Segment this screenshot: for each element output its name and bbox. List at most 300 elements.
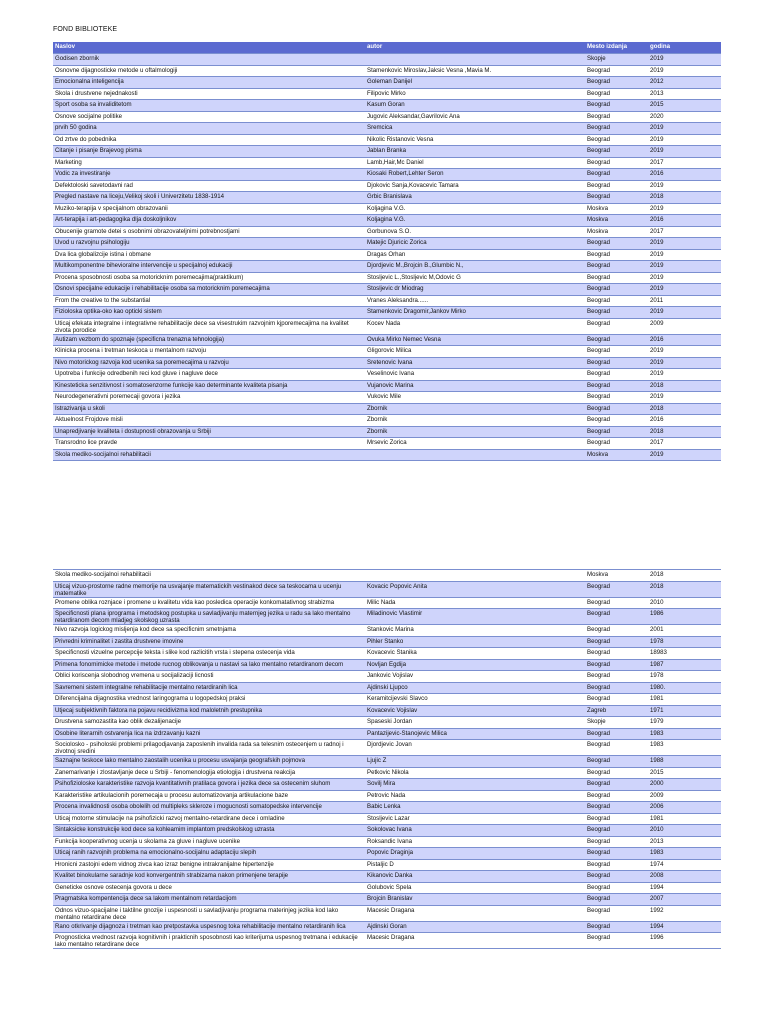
cell-year: 2019	[648, 180, 721, 192]
cell-title: Savremeni sistem integralne rehabilitacije mentalno retardiranih lica	[53, 682, 365, 694]
table-row	[53, 659, 721, 671]
table-row	[53, 802, 721, 814]
cell-place: Beograd	[585, 392, 648, 404]
table-row	[53, 882, 721, 894]
cell-year: 2019	[648, 238, 721, 250]
cell-author: Ljujic Z	[365, 756, 585, 768]
table-row	[53, 318, 721, 334]
table-row	[53, 671, 721, 683]
cell-place: Beograd	[585, 146, 648, 158]
cell-year: 2017	[648, 226, 721, 238]
cell-title: Transrodno lice pravde	[53, 438, 365, 450]
table-row	[53, 756, 721, 768]
table-row	[53, 65, 721, 77]
cell-place: Beograd	[585, 380, 648, 392]
cell-title: Funkcija kooperativnog ucenja u skolama za gluve i nagluve ucenike	[53, 836, 365, 848]
cell-year: 2018	[648, 380, 721, 392]
cell-year: 2010	[648, 597, 721, 609]
cell-place: Beograd	[585, 767, 648, 779]
cell-year: 2019	[648, 65, 721, 77]
cell-author: Petrovic Nada	[365, 790, 585, 802]
cell-title: Skola i drustvene nejednakosti	[53, 88, 365, 100]
table-row	[53, 226, 721, 238]
table-row	[53, 813, 721, 825]
cell-author: Lamb,Hair,Mc Daniel	[365, 157, 585, 169]
cell-author: Stamenkovic Miroslav,Jaksic Vesna ,Mavia M.	[365, 65, 585, 77]
cell-author: Zbornik	[365, 403, 585, 415]
cell-title: Skola mediko-socijalnoi rehabilitacii	[53, 449, 365, 461]
table-row	[53, 295, 721, 307]
cell-year: 2018	[648, 192, 721, 204]
table-row	[53, 859, 721, 871]
cell-author: Kikanovic Danka	[365, 871, 585, 883]
cell-place: Beograd	[585, 169, 648, 181]
cell-place: Beograd	[585, 403, 648, 415]
cell-author: Sokolovac Ivana	[365, 825, 585, 837]
table-row	[53, 380, 721, 392]
cell-title: Obucenije gramote detei s osobnimi obrazovateljnimi potrebnostjami	[53, 226, 365, 238]
table-row	[53, 403, 721, 415]
cell-author: Dragas Orhan	[365, 249, 585, 261]
cell-year: 1979	[648, 717, 721, 729]
cell-year: 2016	[648, 169, 721, 181]
cell-place: Beograd	[585, 261, 648, 273]
cell-year: 2015	[648, 100, 721, 112]
table-row	[53, 180, 721, 192]
cell-title: Dva lica globalizcije istina i obmane	[53, 249, 365, 261]
cell-place: Beograd	[585, 123, 648, 135]
cell-author: Vujanovic Marina	[365, 380, 585, 392]
table-row	[53, 169, 721, 181]
cell-year: 2019	[648, 261, 721, 273]
cell-year: 2013	[648, 88, 721, 100]
cell-year: 1983	[648, 728, 721, 740]
cell-title: Prognosticka vrednost razvoja kognitivnih i prakticnih sposobnosti kao kriterijuma uspesnog tretmana i edukacije lako mentalno retardirane dece	[53, 933, 365, 949]
cell-year: 2019	[648, 369, 721, 381]
cell-author: Stankovic Marina	[365, 625, 585, 637]
cell-place: Zagreb	[585, 705, 648, 717]
cell-title: Sport osoba sa invaliditetom	[53, 100, 365, 112]
cell-year: 2006	[648, 802, 721, 814]
cell-author: Nikolic Ristanovic Vesna	[365, 134, 585, 146]
cell-year: 2016	[648, 215, 721, 227]
cell-title: Osnovi specijalne edukacije i rehabilitacije osoba sa motoricknim poremecajima	[53, 284, 365, 296]
cell-title: Zanemarivanje i zlostavljanje dece u Srbiji - fenomenologija etiologija i drustvena reakcija	[53, 767, 365, 779]
cell-year: 1983	[648, 848, 721, 860]
cell-place: Beograd	[585, 871, 648, 883]
cell-title: Drustvena samozastita kao oblik dezalijenacije	[53, 717, 365, 729]
cell-author: Kovacevic Stanika	[365, 648, 585, 660]
table-row	[53, 238, 721, 250]
library-table-2	[53, 569, 721, 949]
cell-place: Beograd	[585, 802, 648, 814]
cell-author: Grbic Branislava	[365, 192, 585, 204]
table-row	[53, 100, 721, 112]
cell-place: Beograd	[585, 921, 648, 933]
cell-author: Pihler Stanko	[365, 636, 585, 648]
cell-place: Beograd	[585, 415, 648, 427]
cell-title: Sintaksicke konstrukcije kod dece sa kohleamim implantom predskolskog uzrasta	[53, 825, 365, 837]
cell-year: 2018	[648, 403, 721, 415]
cell-year: 1988	[648, 756, 721, 768]
cell-title: Godisen zbornik	[53, 54, 365, 66]
cell-place: Beograd	[585, 65, 648, 77]
table-row	[53, 871, 721, 883]
cell-title: Diferencijalna dijagnostika vrednost laringograma u logopedskoj praksi	[53, 694, 365, 706]
cell-year: 2019	[648, 134, 721, 146]
cell-author: Popovic Draginja	[365, 848, 585, 860]
table-row	[53, 392, 721, 404]
cell-year: 2019	[648, 272, 721, 284]
cell-author: Stamenkovic Dragomir,Jankov Mirko	[365, 307, 585, 319]
table-row	[53, 609, 721, 625]
cell-place: Beograd	[585, 933, 648, 949]
cell-title: Skola mediko-socijalnoi rehabilitacii	[53, 570, 365, 582]
cell-year: 2016	[648, 334, 721, 346]
cell-place: Beograd	[585, 740, 648, 756]
cell-year: 2019	[648, 449, 721, 461]
cell-place: Beograd	[585, 659, 648, 671]
cell-author: Djordjevic M.,Brojcin B.,Glumbic N.,	[365, 261, 585, 273]
cell-place: Beograd	[585, 357, 648, 369]
header-author[interactable]: autor	[365, 42, 585, 54]
cell-title: Primena fonomimicke metode i metode rucnog oblikovanja u nastavi sa lako mentalno retardiranom decom	[53, 659, 365, 671]
cell-year: 2019	[648, 357, 721, 369]
table-row	[53, 77, 721, 89]
table-row	[53, 438, 721, 450]
table-row	[53, 717, 721, 729]
cell-place: Beograd	[585, 597, 648, 609]
cell-year: 1978	[648, 636, 721, 648]
cell-author: Sremcica	[365, 123, 585, 135]
cell-author: Kovacevic Vojislav	[365, 705, 585, 717]
table-row	[53, 357, 721, 369]
cell-title: Fizioloska optika-oko kao opticki sistem	[53, 307, 365, 319]
cell-title: Odnos vizuo-spacijalne i taktilne gnozije i uspesnosti u savladjivanju programa materinjeg jezika kod lako mentalno retardirane dece	[53, 905, 365, 921]
cell-place: Moskva	[585, 570, 648, 582]
cell-title: Privredni kriminalitet i zastita drustvene imovine	[53, 636, 365, 648]
cell-title: Uticaj vizuo-prostorne radne memorije na usvajanje matematickih vestinakod dece sa teskocama u ucenju matematike	[53, 581, 365, 597]
library-table-1	[53, 42, 721, 461]
cell-author: Goleman Danijel	[365, 77, 585, 89]
cell-place: Beograd	[585, 609, 648, 625]
table-row	[53, 740, 721, 756]
cell-year: 2020	[648, 111, 721, 123]
table-row	[53, 54, 721, 66]
cell-title: Marketing	[53, 157, 365, 169]
cell-year: 2000	[648, 779, 721, 791]
cell-title: Upotreba i funkcije odredbenih reci kod gluve i nagluve dece	[53, 369, 365, 381]
cell-place: Beograd	[585, 272, 648, 284]
cell-title: Kinesteticka senzitivnost i somatosenzorne funkcije kao determinante kvaliteta pisanja	[53, 380, 365, 392]
cell-title: Nivo motorickog razvoja kod ucenika sa poremecajima u razvoju	[53, 357, 365, 369]
table-row	[53, 705, 721, 717]
cell-place: Beograd	[585, 636, 648, 648]
cell-author	[365, 54, 585, 66]
cell-place: Beograd	[585, 848, 648, 860]
cell-title: prvih 50 godina	[53, 123, 365, 135]
table-row	[53, 779, 721, 791]
cell-place: Beograd	[585, 825, 648, 837]
cell-author: Veselinovic Ivana	[365, 369, 585, 381]
cell-title: Art-terapija i art-pedagogika dlja doskoljnikov	[53, 215, 365, 227]
cell-author: Miladinovic Vlastimir	[365, 609, 585, 625]
page-title: FOND BIBLIOTEKE	[53, 26, 118, 33]
table-row	[53, 157, 721, 169]
table-row	[53, 272, 721, 284]
cell-year: 2019	[648, 346, 721, 358]
cell-title: Oblici koriscenja slobodnog vremena u socijalizaciji licnosti	[53, 671, 365, 683]
cell-title: Specificnosti plana iprograma i metodskog postupka u savladjivanju maternjeg jezika u radu sa lako mentalno retardiranom decom mladjeg skolskog uzrasta	[53, 609, 365, 625]
cell-place: Beograd	[585, 88, 648, 100]
cell-year: 1994	[648, 921, 721, 933]
cell-author: Stosljevic L.,Stosljevic M,Odovic G	[365, 272, 585, 284]
table-row	[53, 825, 721, 837]
cell-place: Beograd	[585, 882, 648, 894]
cell-year: 2017	[648, 157, 721, 169]
cell-year: 2010	[648, 825, 721, 837]
table-row	[53, 848, 721, 860]
cell-author: Ajdinski Goran	[365, 921, 585, 933]
cell-author: Stosljevic dr Miodrag	[365, 284, 585, 296]
cell-year: 1994	[648, 882, 721, 894]
table-row	[53, 415, 721, 427]
cell-year: 1986	[648, 609, 721, 625]
table-row	[53, 597, 721, 609]
cell-place: Beograd	[585, 111, 648, 123]
cell-title: Klinicka procena i tretman teskoca u mentalnom razvoju	[53, 346, 365, 358]
cell-title: Hronicni zastojni edem vidnog zivca kao izraz benigne intrakranijalne hipertenzije	[53, 859, 365, 871]
cell-author: Stosljevic Lazar	[365, 813, 585, 825]
cell-year: 2008	[648, 871, 721, 883]
table-row	[53, 933, 721, 949]
cell-place: Beograd	[585, 728, 648, 740]
table-row	[53, 836, 721, 848]
table-row	[53, 570, 721, 582]
cell-title: Kvalitet binokularne saradnje kod konvergentnih strabizama nakon primenjene terapije	[53, 871, 365, 883]
cell-place: Beograd	[585, 625, 648, 637]
cell-author: Koljagina V.G.	[365, 215, 585, 227]
cell-title: Pragmatska kompentencija dece sa lakom mentalnom retardacijom	[53, 894, 365, 906]
table-row	[53, 449, 721, 461]
header-place[interactable]: Mesto izdanja	[585, 42, 648, 54]
cell-title: Uticaj motorne stimulacije na psihofizicki razvoj mentalno-retardirane dece i omladine	[53, 813, 365, 825]
cell-year: 1987	[648, 659, 721, 671]
cell-author: Kasum Goran	[365, 100, 585, 112]
cell-title: Unapredjivanje kvaliteta i dostupnosti obrazovanja u Srbiji	[53, 426, 365, 438]
cell-title: Procena sposobnosti osoba sa motoricknim poremecajima(praktikum)	[53, 272, 365, 284]
cell-place: Beograd	[585, 295, 648, 307]
cell-author: Macesic Dragana	[365, 905, 585, 921]
table-row	[53, 307, 721, 319]
cell-author: Vranes Aleksandra......	[365, 295, 585, 307]
cell-title: Procena invalidnosti osoba obolelih od multipleks skleroze i mogucnosti somatopedske intervencije	[53, 802, 365, 814]
cell-year: 2019	[648, 146, 721, 158]
cell-author: Pantazijevic-Stanojevic Milica	[365, 728, 585, 740]
cell-year: 2018	[648, 581, 721, 597]
cell-place: Moskva	[585, 226, 648, 238]
cell-title: Uticaj efekata integralne i integrativne rehabilitacije dece sa visestrukim razvojnim kjporemecajima na kvalitet zivota porodice	[53, 318, 365, 334]
table-row	[53, 694, 721, 706]
table-row	[53, 346, 721, 358]
cell-title: Uticaj ranih razvojnih problema na emocionalno-socijalnu adaptaciju slepih	[53, 848, 365, 860]
cell-title: Geneticke osnove ostecenja govora u dece	[53, 882, 365, 894]
cell-title: Multikomponentne bihevioralne intervencije u specijalnoj edukaciji	[53, 261, 365, 273]
cell-author: Zbornik	[365, 426, 585, 438]
cell-place: Skopje	[585, 54, 648, 66]
cell-title: Psihofizioloske karakteristike razvoja kvantitativnih pratilaca govora i jezika dece sa ostecenim sluhom	[53, 779, 365, 791]
cell-year: 2001	[648, 625, 721, 637]
table-row	[53, 426, 721, 438]
cell-year: 2019	[648, 284, 721, 296]
cell-author: Djokovic Sanja,Kovacevic Tamara	[365, 180, 585, 192]
cell-author: Sretenovic Ivana	[365, 357, 585, 369]
cell-year: 18983	[648, 648, 721, 660]
cell-place: Beograd	[585, 100, 648, 112]
cell-title: Osobine literarnih ostvarenja lica na izdrzavanju kazni	[53, 728, 365, 740]
table-row	[53, 123, 721, 135]
cell-place: Beograd	[585, 134, 648, 146]
table-row	[53, 334, 721, 346]
table-row	[53, 682, 721, 694]
cell-place: Beograd	[585, 307, 648, 319]
cell-author: Roksandic Ivana	[365, 836, 585, 848]
cell-author: Babic Lenka	[365, 802, 585, 814]
table-row	[53, 369, 721, 381]
cell-place: Beograd	[585, 369, 648, 381]
cell-place: Beograd	[585, 894, 648, 906]
cell-place: Beograd	[585, 438, 648, 450]
cell-author: Petkovic Nikola	[365, 767, 585, 779]
cell-place: Beograd	[585, 682, 648, 694]
table-row	[53, 249, 721, 261]
cell-title: Aktuelnost Frojdove misli	[53, 415, 365, 427]
cell-title: Citanje i pisanje Brajevog pisma	[53, 146, 365, 158]
cell-author: Vukovic Mile	[365, 392, 585, 404]
cell-author: Matejic Djuricic Zorica	[365, 238, 585, 250]
cell-author: Sovilj Mira	[365, 779, 585, 791]
cell-title: Defektoloski savetodavni rad	[53, 180, 365, 192]
cell-place: Beograd	[585, 180, 648, 192]
cell-title: Od zrtve do pobednika	[53, 134, 365, 146]
cell-title: Utjecaj subjektivnih faktora na pojavu recidivizma kod maloletnih prestupnika	[53, 705, 365, 717]
cell-author: Gorbunova S.O.	[365, 226, 585, 238]
cell-place: Beograd	[585, 813, 648, 825]
header-year[interactable]: godina	[648, 42, 721, 54]
cell-year: 1996	[648, 933, 721, 949]
cell-title: Osnove socijalne politike	[53, 111, 365, 123]
table-row	[53, 921, 721, 933]
cell-title: Istrazivanja u skoli	[53, 403, 365, 415]
cell-author: Macesic Dragana	[365, 933, 585, 949]
cell-title: Rano otkrivanje dijagnoza i tretman kao pretpostavka uspesnog toka rehabilitacije mentalno retardiranih lica	[53, 921, 365, 933]
cell-place: Beograd	[585, 581, 648, 597]
cell-place: Beograd	[585, 779, 648, 791]
cell-place: Moskva	[585, 215, 648, 227]
cell-place: Beograd	[585, 756, 648, 768]
cell-author: Jankovic Vojislav	[365, 671, 585, 683]
cell-title: Karakteristike artikulacionih poremecaja u procesu automatizovanja artikulacione baze	[53, 790, 365, 802]
table-row	[53, 728, 721, 740]
cell-title: Sociolosko - psiholoski problemi prilagodjavanja zaposlenih invalida rada sa telesnim ostecenjem u radnoj i zivotnoj sredini	[53, 740, 365, 756]
cell-place: Beograd	[585, 905, 648, 921]
cell-year: 1971	[648, 705, 721, 717]
table-row	[53, 215, 721, 227]
cell-author	[365, 449, 585, 461]
table-row	[53, 905, 721, 921]
table-row	[53, 261, 721, 273]
cell-year: 2018	[648, 426, 721, 438]
cell-year: 1992	[648, 905, 721, 921]
table-row	[53, 894, 721, 906]
cell-author: Djordjevic Jovan	[365, 740, 585, 756]
cell-year: 2019	[648, 249, 721, 261]
cell-author: Ovuka Mirko Nemec Vesna	[365, 334, 585, 346]
table-row	[53, 581, 721, 597]
table-row	[53, 111, 721, 123]
cell-title: Muziko-terapija v specijalnom obrazovanii	[53, 203, 365, 215]
cell-place: Beograd	[585, 249, 648, 261]
cell-year: 1980.	[648, 682, 721, 694]
cell-author: Filipovic Mirko	[365, 88, 585, 100]
cell-year: 2019	[648, 392, 721, 404]
cell-year: 2007	[648, 894, 721, 906]
cell-author: Golubovic Spela	[365, 882, 585, 894]
cell-year: 1981	[648, 694, 721, 706]
cell-author: Kocev Nada	[365, 318, 585, 334]
cell-year: 2009	[648, 318, 721, 334]
cell-author: Ajdinski Ljupco	[365, 682, 585, 694]
cell-author: Keramitcijevski Slavco	[365, 694, 585, 706]
cell-author: Gligorovic Milica	[365, 346, 585, 358]
table-row	[53, 192, 721, 204]
cell-place: Beograd	[585, 836, 648, 848]
cell-title: Autizam vezbom do spoznaje (specificna trenazna tehnologija)	[53, 334, 365, 346]
table-header-row	[53, 42, 721, 54]
cell-place: Beograd	[585, 346, 648, 358]
cell-year: 2019	[648, 54, 721, 66]
cell-title: Uvod u razvojnu psihologiju	[53, 238, 365, 250]
cell-place: Beograd	[585, 318, 648, 334]
cell-place: Beograd	[585, 671, 648, 683]
cell-year: 2019	[648, 307, 721, 319]
table-row	[53, 625, 721, 637]
table-row	[53, 790, 721, 802]
cell-author: Jablan Branka	[365, 146, 585, 158]
cell-year: 2018	[648, 570, 721, 582]
cell-year: 2019	[648, 203, 721, 215]
cell-place: Moskva	[585, 449, 648, 461]
cell-place: Beograd	[585, 77, 648, 89]
cell-title: From the creative to the substantial	[53, 295, 365, 307]
cell-year: 2019	[648, 123, 721, 135]
cell-place: Skopje	[585, 717, 648, 729]
cell-title: Neurodegenerativni poremecaji govora i jezika	[53, 392, 365, 404]
cell-title: Osnovne dijagnosticke metode u oftalmologiji	[53, 65, 365, 77]
cell-place: Beograd	[585, 192, 648, 204]
table-row	[53, 636, 721, 648]
cell-year: 2012	[648, 77, 721, 89]
cell-author: Spaseski Jordan	[365, 717, 585, 729]
cell-place: Beograd	[585, 859, 648, 871]
cell-author: Kiosaki Robert,Lehter Seron	[365, 169, 585, 181]
cell-place: Beograd	[585, 694, 648, 706]
cell-year: 2015	[648, 767, 721, 779]
cell-author: Pistaljic D	[365, 859, 585, 871]
table-row	[53, 284, 721, 296]
cell-place: Beograd	[585, 426, 648, 438]
header-title[interactable]: Naslov	[53, 42, 365, 54]
